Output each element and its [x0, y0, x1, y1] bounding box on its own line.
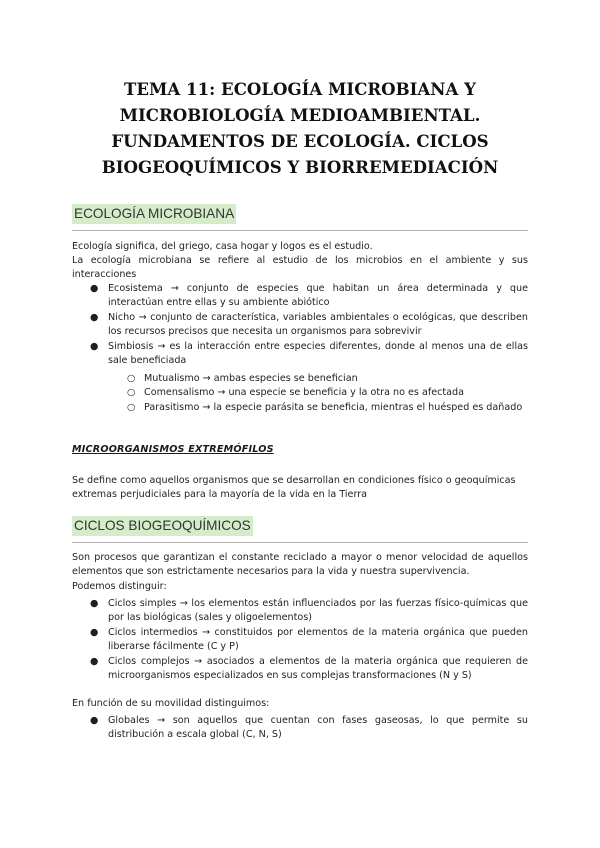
section-heading-ciclos: CICLOS BIOGEOQUÍMICOS: [72, 516, 253, 536]
paragraph: En función de su movilidad distinguimos:: [72, 698, 270, 709]
list-item-text: Comensalismo → una especie se beneficia y la otra no es afectada: [144, 387, 464, 398]
paragraph: Son procesos que garantizan el constante reciclado a mayor o menor velocidad de aquellos elementos que son estrictamente necesarios para la vida y nuestra supervivencia.: [72, 552, 528, 577]
list-item-text: Ciclos intermedios → constituidos por elementos de la materia orgánica que pueden liberarse fácilmente (C y P): [108, 627, 528, 652]
title-line: TEMA 11: ECOLOGÍA MICROBIANA Y: [124, 79, 476, 99]
section-heading-ecologia: ECOLOGÍA MICROBIANA: [72, 204, 236, 224]
bullet-icon: ●: [90, 715, 99, 726]
sub-list-item: [127, 386, 528, 400]
hollow-bullet-icon: ○: [127, 387, 136, 398]
paragraph: Se define como aquellos organismos que se desarrollan en condiciones físico o geoquímicas extremas perjudiciales para la mayoría de la vida en la Tierra: [72, 475, 516, 500]
title-line: BIOGEOQUÍMICOS Y BIORREMEDIACIÓN: [101, 157, 499, 177]
title-line: MICROBIOLOGÍA MEDIOAMBIENTAL.: [119, 105, 481, 125]
list-item: [90, 340, 528, 368]
title-line: FUNDAMENTOS DE ECOLOGÍA. CICLOS: [111, 131, 489, 151]
list-item: [90, 714, 528, 742]
paragraph: Ecología significa, del griego, casa hogar y logos es el estudio.: [72, 241, 373, 252]
list-item-text: Parasitismo → la especie parásita se beneficia, mientras el huésped es dañado: [144, 402, 523, 413]
bullet-icon: ●: [90, 627, 99, 638]
list-item-text: Ecosistema → conjunto de especies que habitan un área determinada y que interactúan entre ellas y su ambiente abiótico: [108, 283, 528, 308]
list-item-text: Simbiosis → es la interacción entre especies diferentes, donde al menos una de ellas sale beneficiada: [108, 341, 528, 366]
paragraph: Podemos distinguir:: [72, 581, 167, 592]
hollow-bullet-icon: ○: [127, 373, 136, 384]
subheading-extremofilos: MICROORGANISMOS EXTREMÓFILOS: [72, 444, 274, 455]
list-item: [90, 626, 528, 654]
bullet-icon: ●: [90, 341, 99, 352]
list-item-text: Nicho → conjunto de característica, variables ambientales o ecológicas, que describen los recursos precisos que necesita un organismos para sobrevivir: [108, 312, 528, 337]
bullet-icon: ●: [90, 283, 99, 294]
list-item: [90, 597, 528, 625]
bullet-icon: ●: [90, 312, 99, 323]
section-divider: [72, 542, 528, 543]
list-item: [90, 282, 528, 310]
hollow-bullet-icon: ○: [127, 402, 136, 413]
sub-list-item: [127, 372, 528, 386]
list-item-text: Ciclos complejos → asociados a elementos de la materia orgánica que requieren de microorganismos especializados en sus complejas transformaciones (N y S): [108, 656, 528, 681]
bullet-icon: ●: [90, 656, 99, 667]
section-divider: [72, 230, 528, 231]
list-item: [90, 311, 528, 339]
sub-list-item: [127, 401, 528, 415]
list-item: [90, 655, 528, 683]
list-item-text: Mutualismo → ambas especies se benefician: [144, 373, 358, 384]
bullet-icon: ●: [90, 598, 99, 609]
paragraph: La ecología microbiana se refiere al estudio de los microbios en el ambiente y sus interacciones: [72, 255, 528, 280]
list-item-text: Globales → son aquellos que cuentan con fases gaseosas, lo que permite su distribución a escala global (C, N, S): [108, 715, 528, 740]
document-title: [40, 76, 560, 180]
list-item-text: Ciclos simples → los elementos están influenciados por las fuerzas físico-químicas que por las biológicas (sales y oligoelementos): [108, 598, 528, 623]
